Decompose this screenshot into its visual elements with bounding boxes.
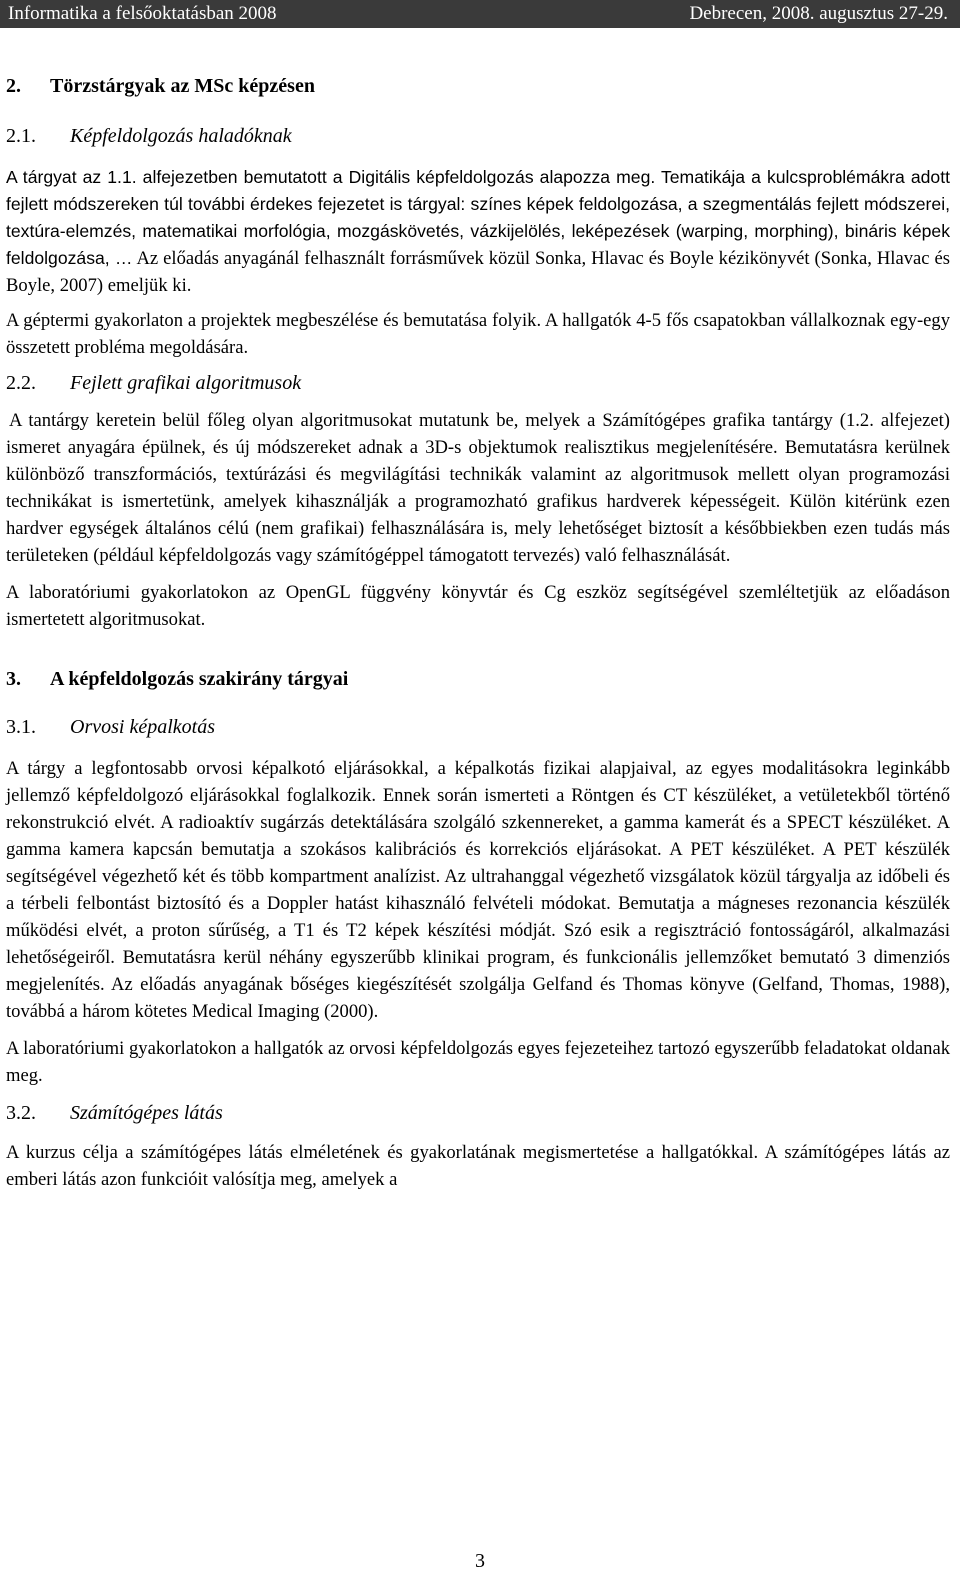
section-3-1-title: Orvosi képalkotás	[70, 716, 215, 738]
paragraph-2-2-b: A laboratóriumi gyakorlatokon az OpenGL függvény könyvtár és Cg eszköz segítségével szemléltetjük az előadáson ismertetett algoritmusokat.	[6, 582, 950, 630]
section-3-2-heading	[6, 1099, 950, 1127]
paragraph-2-1-b: A géptermi gyakorlaton a projektek megbeszélése és bemutatása folyik. A hallgatók 4-5 fős csapatokban vállalkoznak egy-egy összetett probléma megoldására.	[6, 310, 950, 358]
section-2-2-title: Fejlett grafikai algoritmusok	[70, 372, 302, 394]
section-3-1-heading	[6, 713, 950, 741]
paragraph-2-1-a-serif: Az előadás anyagánál felhasznált forrásművek közül Sonka, Hlavac és Boyle kézikönyvét (Sonka, Hlavac és Boyle, 2007) emeljük ki.	[6, 248, 950, 296]
section-3-2-number: 3.2.	[6, 1102, 36, 1124]
header-left: Informatika a felsőoktatásban 2008	[8, 3, 277, 24]
paragraph-3-2-a: A kurzus célja a számítógépes látás elméletének és gyakorlatának megismertetése a hallgatókkal. A számítógépes látás az emberi látás azon funkcióit valósítja meg, amelyek a	[6, 1142, 950, 1190]
section-3-1-number: 3.1.	[6, 716, 36, 738]
section-2-1-heading	[6, 122, 950, 150]
section-3-2-title: Számítógépes látás	[70, 1102, 223, 1124]
section-2-1-number: 2.1.	[6, 125, 36, 147]
section-3-heading	[6, 665, 950, 693]
paragraph-2-2-a: A tantárgy keretein belül főleg olyan algoritmusokat mutatunk be, melyek a Számítógépes grafika tantárgy (1.2. alfejezet) ismeret anyagára épülnek, és új módszereket adnak a 3D-s objektumok realisztikus megjelenítésére. Bemutatásra kerülnek különböző transzformációs, textúrázási és megvilágítási technikák valamint az algoritmusok mellett olyan programozási technikákat is ismertetünk, amelyek kihasználják a programozható grafikus hardverek képességeit. Külön kitérünk ezen hardver egységek általános célú (nem grafikai) felhasználására is, mely lehetőséget biztosít a későbbiekben ezen tudás más területeken (például képfeldolgozás vagy számítógéppel támogatott tervezés) való felhasználását.	[6, 410, 950, 566]
paragraph-2-1-a	[6, 164, 950, 299]
section-3-title: A képfeldolgozás szakirány tárgyai	[50, 668, 349, 690]
running-header	[0, 0, 960, 28]
page-body	[6, 70, 950, 1193]
section-2-2-number: 2.2.	[6, 372, 36, 394]
section-2-heading	[6, 72, 950, 100]
paragraph-3-1-b: A laboratóriumi gyakorlatokon a hallgatók az orvosi képfeldolgozás egyes fejezeteihez tartozó egyszerűbb feladatokat oldanak meg.	[6, 1038, 950, 1086]
section-2-number: 2.	[6, 75, 21, 97]
section-2-2-heading	[6, 369, 950, 397]
header-right: Debrecen, 2008. augusztus 27-29.	[689, 3, 948, 24]
paragraph-3-1-a: A tárgy a legfontosabb orvosi képalkotó eljárásokkal, a képalkotás fizikai alapjaival, az egyes modalitásokra leginkább jellemző képfeldolgozó eljárásokkal foglalkozik. Ennek során ismerteti a Röntgen és CT készüléket, a vetületekből történő rekonstrukció elvét. A radioaktív sugárzás detektálására szolgáló szkennereket, a gamma kamerát és a SPECT készüléket. A gamma kamera kapcsán bemutatja a szokásos kalibrációs és korrekciós eljárásokat. A PET készüléket. A PET készülék segítségével végezhető két és több kompartment analízist. Az ultrahanggal végezhető vizsgálatok közül tárgyalja az időbeli és a térbeli felbontást biztosító és a Doppler hatást kihasználó felvételi módokat. Bemutatja a mágneses rezonancia készülék működési elvét, a proton sűrűség, a T1 és T2 képek készítési módját. Szó esik a regisztráció fontosságáról, alkalmazási lehetőségeiről. Bemutatásra kerül néhány egyszerűbb klinikai program, és funkcionális jellemzőket bemutató 3 dimenziós megjelenítés. Az előadás anyagának bőséges kiegészítését szolgálja Gelfand és Thomas könyve (Gelfand, Thomas, 1988), továbbá a három kötetes Medical Imaging (2000).	[6, 758, 950, 1022]
section-2-title: Törzstárgyak az MSc képzésen	[50, 75, 315, 97]
paragraph-2-1-a-sans: A tárgyat az 1.1. alfejezetben bemutatott a Digitális képfeldolgozás alapozza meg. Tematikája a kulcsproblémákra adott fejlett módszereken túl további érdekes fejezetet is tárgyal: színes képek feldolgozása, a szegmentálás fejlett módszerei, textúra-elemzés, matematikai morfológia, mozgáskövetés, vázkijelölés, leképezések (warping, morphing), bináris képek feldolgozása, …	[6, 167, 950, 268]
section-2-1-title: Képfeldolgozás haladóknak	[70, 125, 292, 147]
page-number: 3	[475, 1550, 485, 1572]
section-3-number: 3.	[6, 668, 21, 690]
